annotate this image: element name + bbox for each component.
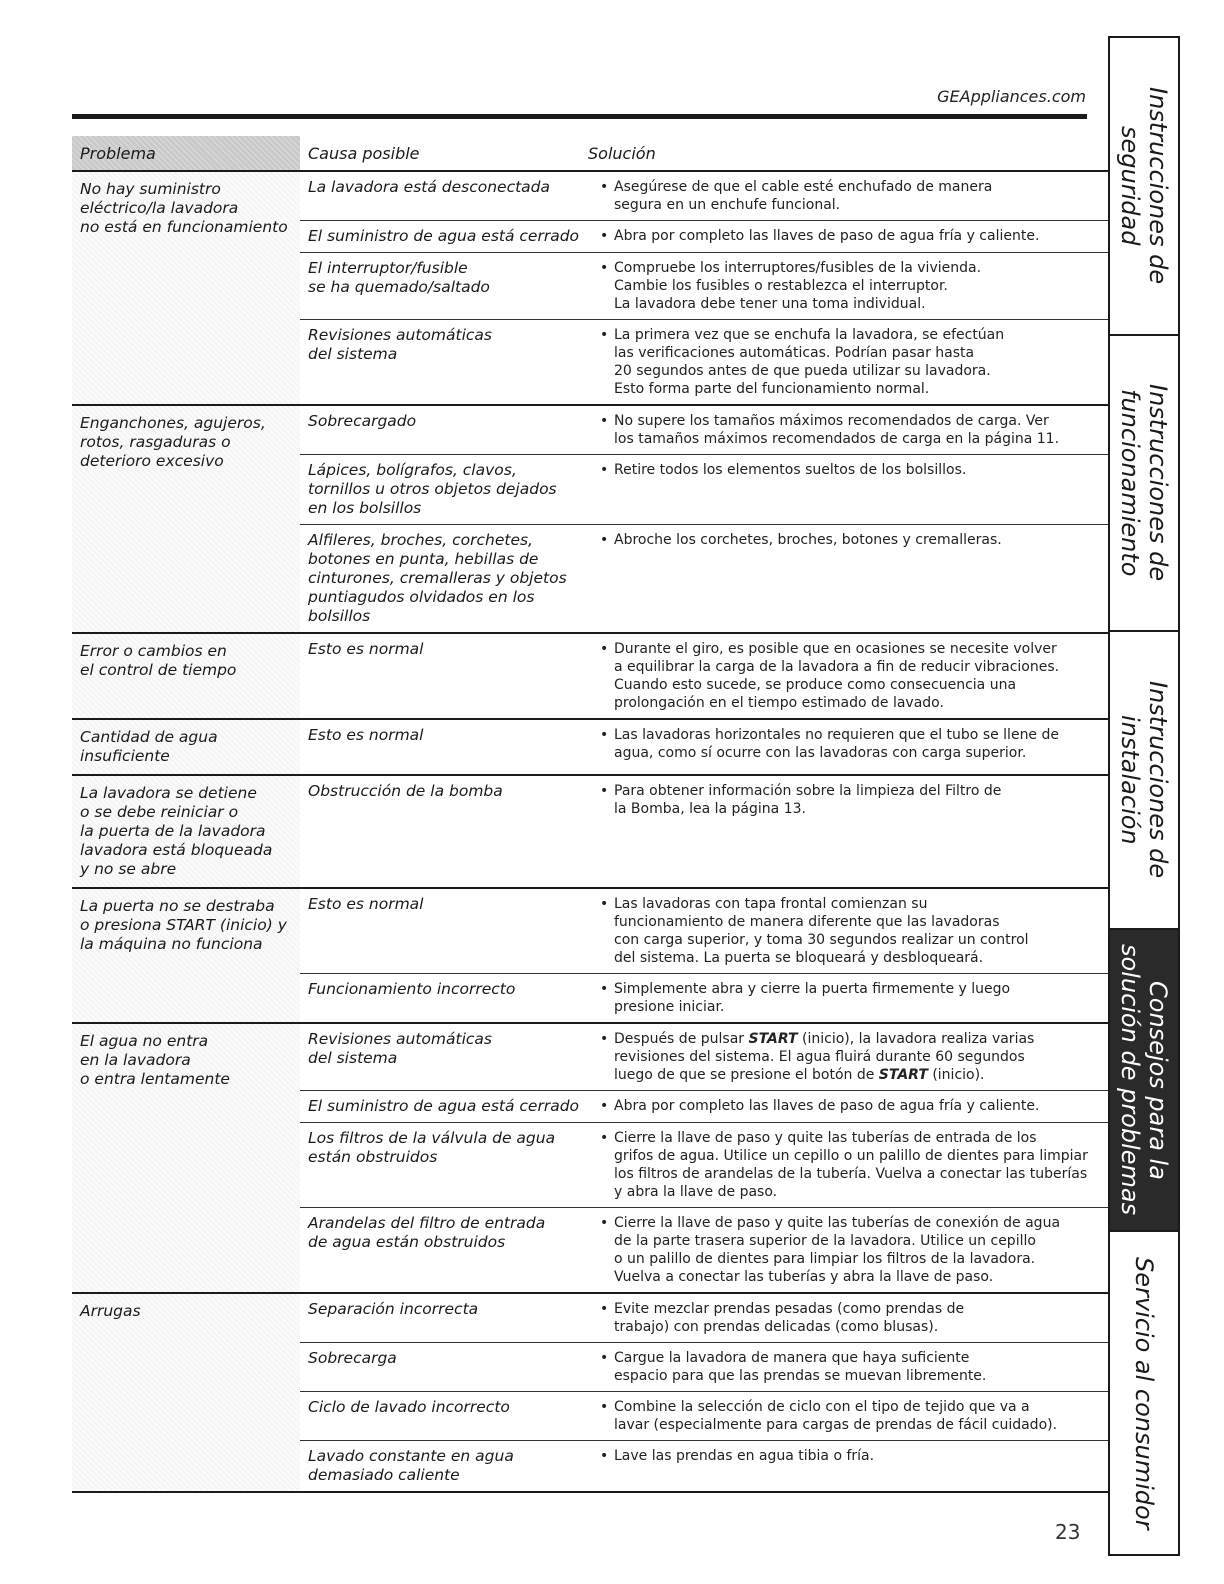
table-row <box>72 1023 1110 1091</box>
bullet-icon: • <box>600 1301 609 1317</box>
solution-cell <box>588 405 1110 455</box>
cause-cell <box>300 253 588 320</box>
cause-cell <box>300 1208 588 1294</box>
solution-text: Para obtener información sobre la limpieza del Filtro de la Bomba, lea la página 13. <box>614 783 1002 817</box>
problem-text: Cantidad de agua insuficiente <box>80 728 218 765</box>
problem-cell <box>72 171 300 405</box>
problem-cell <box>72 1023 300 1293</box>
bullet-icon: • <box>600 981 609 997</box>
solution-cell <box>588 974 1110 1024</box>
cause-text: El suministro de agua está cerrado <box>308 227 580 245</box>
table-row <box>72 775 1110 888</box>
section-tabs <box>1108 36 1180 1556</box>
cause-cell <box>300 719 588 775</box>
section-tab[interactable] <box>1108 36 1180 336</box>
cause-cell <box>300 1091 588 1123</box>
cause-cell <box>300 1441 588 1493</box>
section-tab[interactable] <box>1108 334 1180 632</box>
header-solution: Solución <box>588 136 1110 171</box>
problem-cell <box>72 633 300 719</box>
cause-text: Esto es normal <box>308 726 424 744</box>
cause-text: Ciclo de lavado incorrecto <box>308 1398 510 1416</box>
section-tab-label: Instrucciones de seguridad <box>1116 87 1172 285</box>
bullet-icon: • <box>600 327 609 343</box>
solution-cell <box>588 633 1110 719</box>
solution-cell <box>588 888 1110 974</box>
bullet-icon: • <box>600 1031 609 1047</box>
cause-cell <box>300 775 588 888</box>
solution-cell <box>588 221 1110 253</box>
solution-cell <box>588 1091 1110 1123</box>
problem-cell <box>72 1293 300 1492</box>
cause-text: La lavadora está desconectada <box>308 178 551 196</box>
cause-cell <box>300 974 588 1024</box>
website-url: GEAppliances.com <box>937 87 1086 106</box>
problem-cell <box>72 719 300 775</box>
header-rule <box>72 114 1087 119</box>
header-problem: Problema <box>72 136 300 171</box>
solution-cell <box>588 1208 1110 1294</box>
bullet-icon: • <box>600 783 609 799</box>
solution-text: Abra por completo las llaves de paso de agua fría y caliente. <box>614 1098 1040 1114</box>
cause-cell <box>300 1123 588 1208</box>
solution-text: Durante el giro, es posible que en ocasiones se necesite volver a equilibrar la carga de la lavadora a fin de reducir vibraciones. Cuando esto sucede, se produce como consecuencia una prolongación en el tiempo estimado de lavado. <box>614 641 1060 711</box>
cause-text: Los filtros de la válvula de agua están obstruidos <box>308 1129 556 1166</box>
cause-text: Sobrecarga <box>308 1349 397 1367</box>
solution-text: Compruebe los interruptores/fusibles de la vivienda. Cambie los fusibles o restablezca el interruptor. La lavadora debe tener una toma individual. <box>614 260 982 312</box>
bullet-icon: • <box>600 228 609 244</box>
section-tab[interactable] <box>1108 928 1180 1232</box>
bullet-icon: • <box>600 1098 609 1114</box>
bullet-icon: • <box>600 896 609 912</box>
bullet-icon: • <box>600 260 609 276</box>
solution-cell <box>588 455 1110 525</box>
solution-cell <box>588 1123 1110 1208</box>
cause-cell <box>300 1392 588 1441</box>
problem-text: Error o cambios en el control de tiempo <box>80 642 237 679</box>
solution-text: Cargue la lavadora de manera que haya suficiente espacio para que las prendas se muevan libremente. <box>614 1350 987 1384</box>
solution-cell <box>588 525 1110 634</box>
cause-cell <box>300 1023 588 1091</box>
solution-text: Asegúrese de que el cable esté enchufado de manera segura en un enchufe funcional. <box>614 179 993 213</box>
solution-text: Las lavadoras con tapa frontal comienzan su funcionamiento de manera diferente que las lavadoras con carga superior, y toma 30 segundos realizar un control del sistema. La puerta se bloqueará y desbloqueará. <box>614 896 1029 966</box>
cause-cell <box>300 171 588 221</box>
table-row <box>72 888 1110 974</box>
solution-text: Cierre la llave de paso y quite las tuberías de entrada de los grifos de agua. Utilice un cepillo o un palillo de dientes para limpiar los filtros de arandelas de la tubería. Vuelva a conectar las tuberías y abra la llave de paso. <box>614 1130 1088 1200</box>
table-header-row <box>72 136 1110 171</box>
cause-text: Sobrecargado <box>308 412 417 430</box>
cause-text: Lápices, bolígrafos, clavos, tornillos u otros objetos dejados en los bolsillos <box>308 461 557 517</box>
solution-text: No supere los tamaños máximos recomendados de carga. Ver los tamaños máximos recomendados de carga en la página 11. <box>614 413 1060 447</box>
table-row <box>72 171 1110 221</box>
bullet-icon: • <box>600 727 609 743</box>
bullet-icon: • <box>600 413 609 429</box>
solution-text: La primera vez que se enchufa la lavadora, se efectúan las verificaciones automáticas. Podrían pasar hasta 20 segundos antes de que pueda utilizar su lavadora. Esto forma parte del funcionamiento normal. <box>614 327 1005 397</box>
cause-text: Funcionamiento incorrecto <box>308 980 516 998</box>
solution-cell <box>588 775 1110 888</box>
troubleshooting-table <box>72 136 1110 1493</box>
problem-cell <box>72 775 300 888</box>
solution-text: Simplemente abra y cierre la puerta firmemente y luego presione iniciar. <box>614 981 1011 1015</box>
table-row <box>72 719 1110 775</box>
section-tab[interactable] <box>1108 630 1180 930</box>
bullet-icon: • <box>600 1130 609 1146</box>
bullet-icon: • <box>600 1399 609 1415</box>
problem-text: No hay suministro eléctrico/la lavadora no está en funcionamiento <box>80 180 288 236</box>
problem-cell <box>72 888 300 1023</box>
cause-text: El interruptor/fusible se ha quemado/saltado <box>308 259 490 296</box>
cause-cell <box>300 405 588 455</box>
cause-text: Lavado constante en agua demasiado caliente <box>308 1447 514 1484</box>
section-tab-label: Consejos para la solución de problemas <box>1116 944 1172 1216</box>
problem-cell <box>72 405 300 633</box>
solution-cell <box>588 1441 1110 1493</box>
solution-text: Retire todos los elementos sueltos de los bolsillos. <box>614 462 967 478</box>
solution-text: Abra por completo las llaves de paso de agua fría y caliente. <box>614 228 1040 244</box>
section-tab-label: Servicio al consumidor <box>1130 1256 1158 1530</box>
solution-cell <box>588 1392 1110 1441</box>
problem-text: Enganchones, agujeros, rotos, rasgaduras o deterioro excesivo <box>80 414 266 470</box>
cause-cell <box>300 888 588 974</box>
table-row <box>72 633 1110 719</box>
solution-cell <box>588 1023 1110 1091</box>
problem-text: Arrugas <box>80 1302 141 1320</box>
bullet-icon: • <box>600 462 609 478</box>
cause-cell <box>300 525 588 634</box>
solution-text: Evite mezclar prendas pesadas (como prendas de trabajo) con prendas delicadas (como blusas). <box>614 1301 965 1335</box>
problem-text: La puerta no se destraba o presiona START (inicio) y la máquina no funciona <box>80 897 287 953</box>
section-tab-label: Instrucciones de funcionamiento <box>1116 384 1172 582</box>
cause-text: Revisiones automáticas del sistema <box>308 1030 492 1067</box>
page-number: 23 <box>1055 1520 1081 1544</box>
table-row <box>72 1293 1110 1343</box>
cause-text: Esto es normal <box>308 640 424 658</box>
solution-cell <box>588 171 1110 221</box>
bullet-icon: • <box>600 532 609 548</box>
cause-cell <box>300 320 588 406</box>
solution-text: Cierre la llave de paso y quite las tuberías de conexión de agua de la parte trasera superior de la lavadora. Utilice un cepillo o un palillo de dientes para limpiar los filtros de la lavadora. Vuelva a conectar las tuberías y abra la llave de paso. <box>614 1215 1061 1285</box>
cause-cell <box>300 633 588 719</box>
solution-text: Combine la selección de ciclo con el tipo de tejido que va a lavar (especialmente para cargas de prendas de fácil cuidado). <box>614 1399 1058 1433</box>
solution-cell <box>588 1293 1110 1343</box>
bullet-icon: • <box>600 1350 609 1366</box>
header-cause: Causa posible <box>300 136 588 171</box>
cause-cell <box>300 1293 588 1343</box>
cause-text: Revisiones automáticas del sistema <box>308 326 492 363</box>
cause-cell <box>300 221 588 253</box>
bullet-icon: • <box>600 1215 609 1231</box>
cause-text: Esto es normal <box>308 895 424 913</box>
solution-cell <box>588 719 1110 775</box>
cause-text: Arandelas del filtro de entrada de agua están obstruidos <box>308 1214 546 1251</box>
solution-cell <box>588 320 1110 406</box>
solution-text: Lave las prendas en agua tibia o fría. <box>614 1448 875 1464</box>
cause-cell <box>300 455 588 525</box>
problem-text: La lavadora se detiene o se debe reiniciar o la puerta de la lavadora lavadora está bloqueada y no se abre <box>80 784 273 878</box>
section-tab-label: Instrucciones de instalación <box>1116 681 1172 879</box>
cause-text: Obstrucción de la bomba <box>308 782 503 800</box>
problem-text: El agua no entra en la lavadora o entra lentamente <box>80 1032 230 1088</box>
solution-cell <box>588 1343 1110 1392</box>
solution-text: Las lavadoras horizontales no requieren que el tubo se llene de agua, como sí ocurre con las lavadoras con carga superior. <box>614 727 1059 761</box>
cause-text: El suministro de agua está cerrado <box>308 1097 580 1115</box>
bullet-icon: • <box>600 179 609 195</box>
solution-text: Abroche los corchetes, broches, botones y cremalleras. <box>614 532 1002 548</box>
cause-text: Alfileres, broches, corchetes, botones en punta, hebillas de cinturones, cremalleras y objetos puntiagudos olvidados en los bolsillos <box>308 531 567 625</box>
section-tab[interactable] <box>1108 1230 1180 1556</box>
bullet-icon: • <box>600 641 609 657</box>
solution-cell <box>588 253 1110 320</box>
cause-text: Separación incorrecta <box>308 1300 479 1318</box>
solution-text: Después de pulsar START (inicio), la lavadora realiza varias revisiones del sistema. El agua fluirá durante 60 segundos luego de que se presione el botón de START (inicio). <box>614 1031 1035 1083</box>
bullet-icon: • <box>600 1448 609 1464</box>
table-row <box>72 405 1110 455</box>
cause-cell <box>300 1343 588 1392</box>
